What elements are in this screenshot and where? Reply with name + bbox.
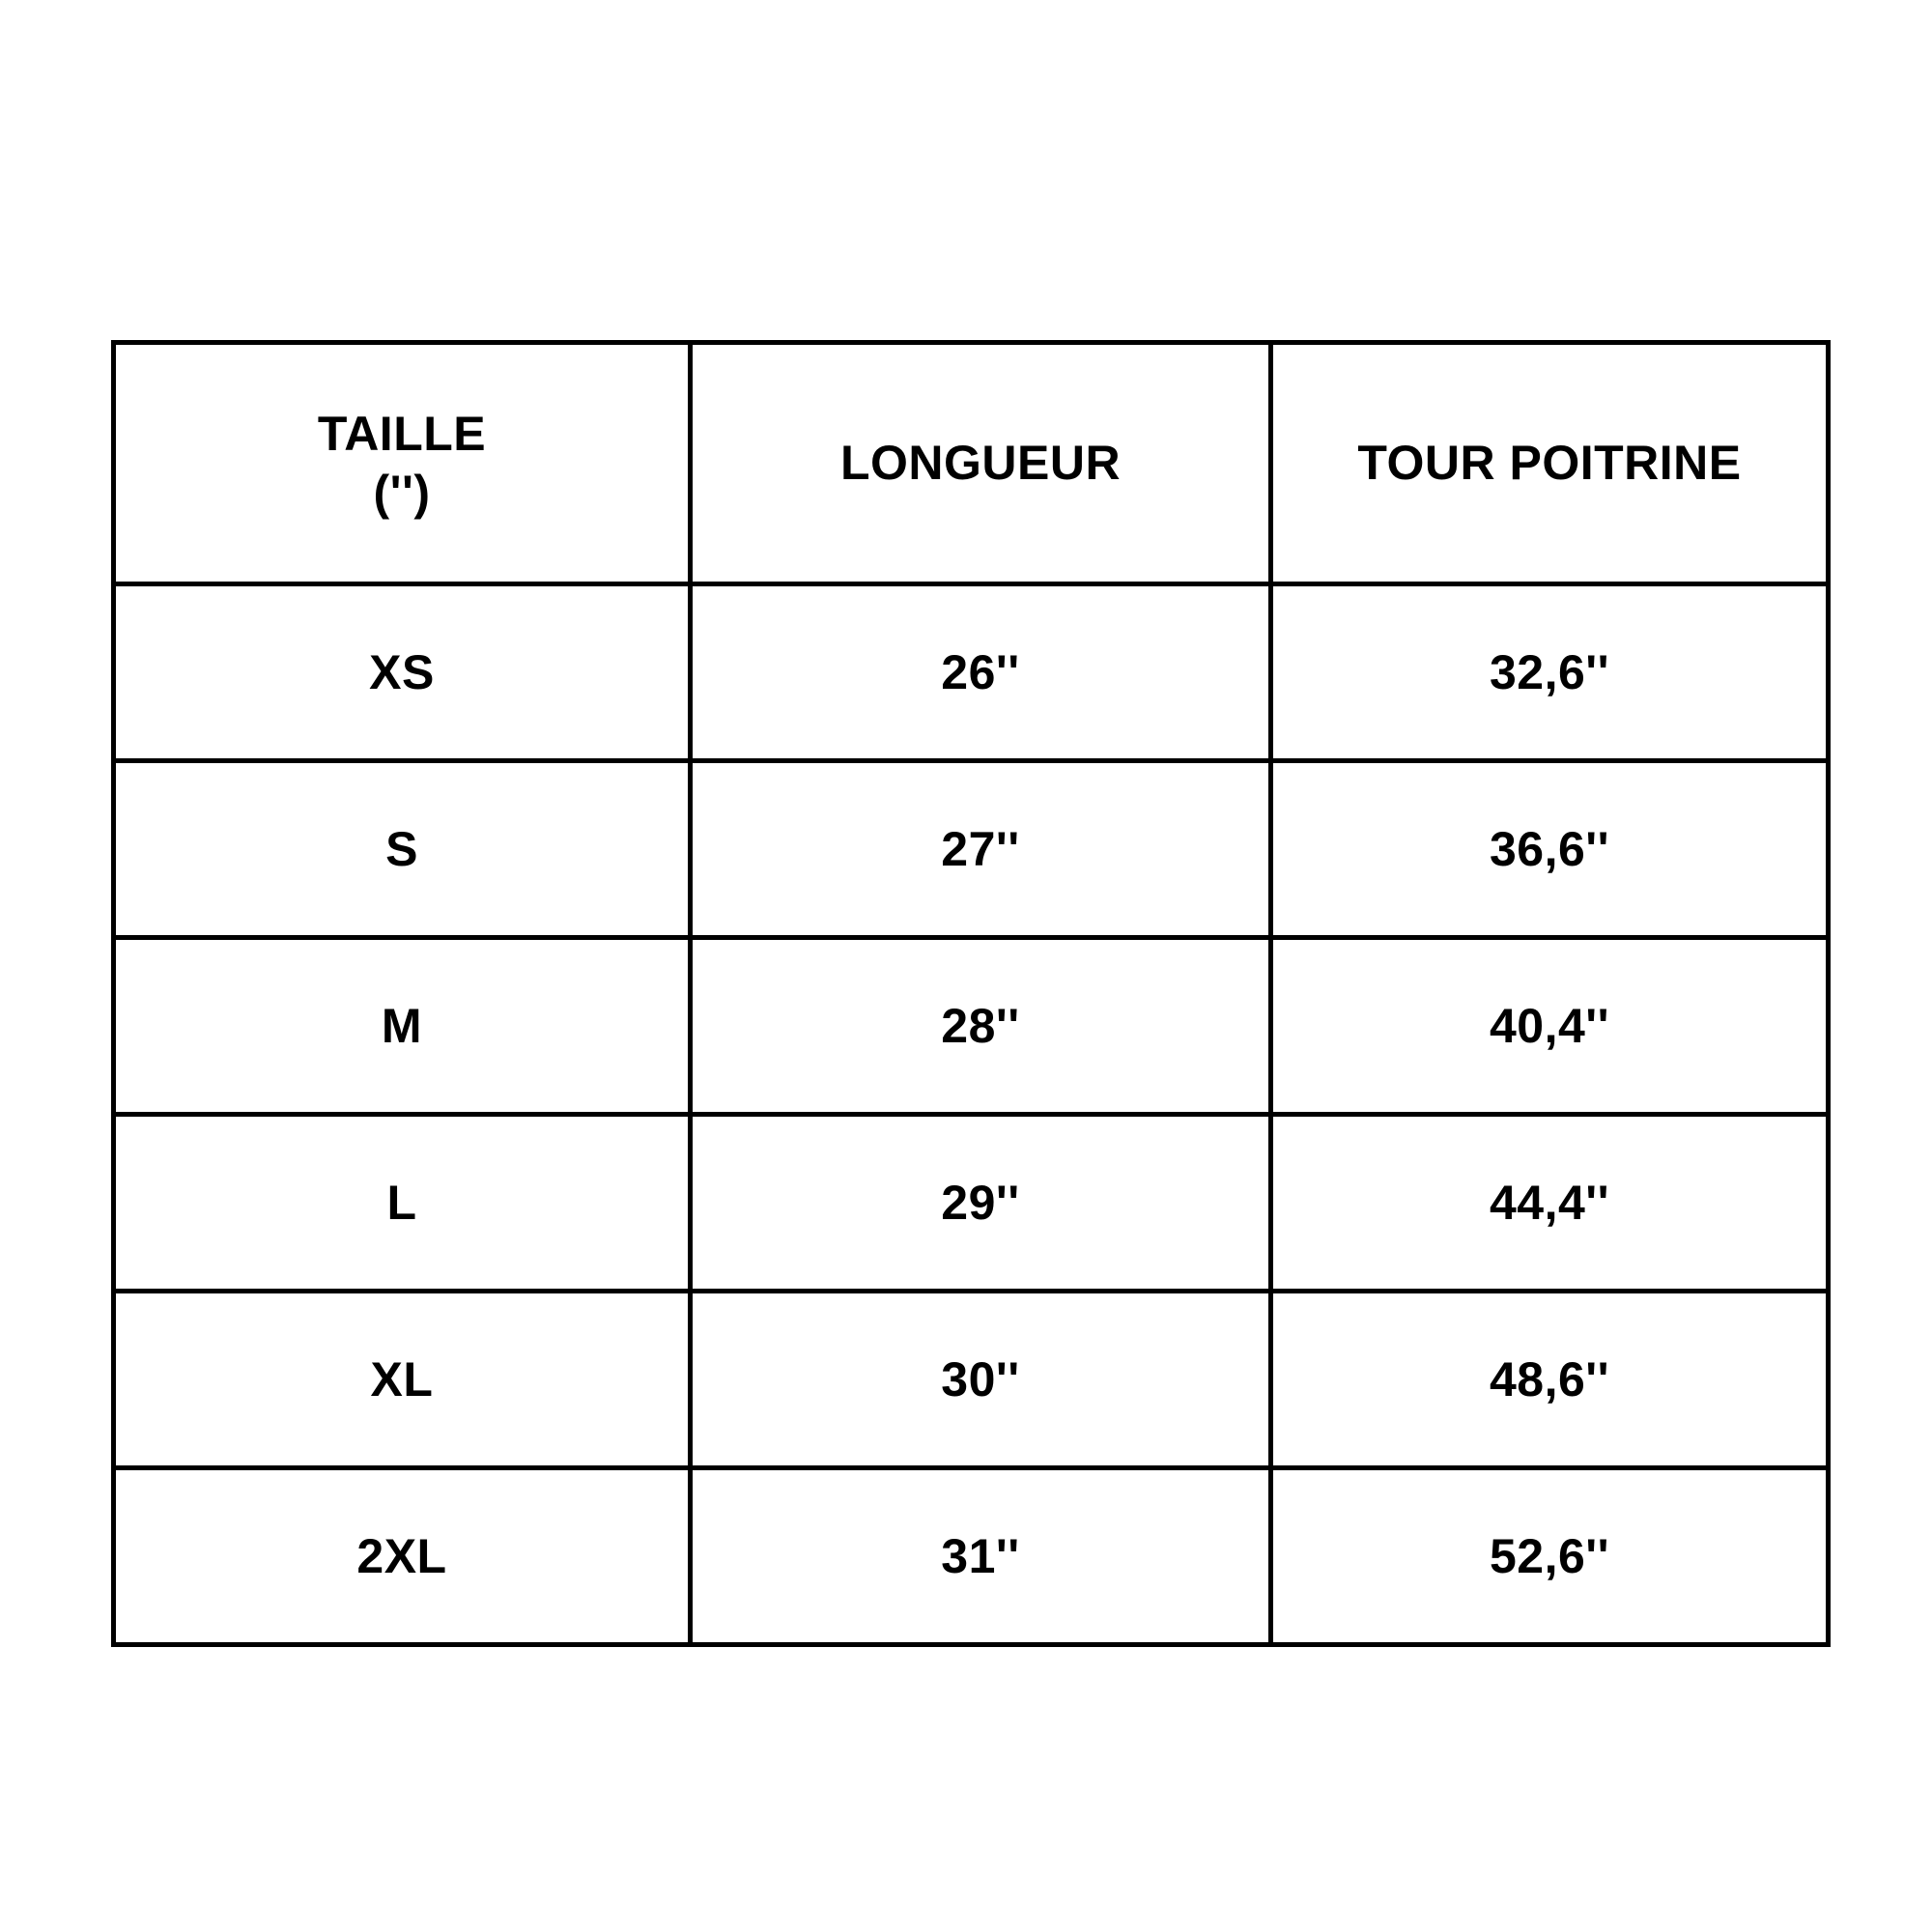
size-chart-table	[111, 340, 1831, 1647]
table-row	[114, 1292, 1829, 1468]
column-header-size-label: TAILLE	[317, 406, 487, 461]
cell-chest: 40,4''	[1271, 938, 1829, 1115]
cell-chest: 36,6''	[1271, 761, 1829, 938]
cell-length: 29''	[691, 1115, 1271, 1292]
cell-size: M	[114, 938, 691, 1115]
table-body	[114, 584, 1829, 1645]
table-row	[114, 1468, 1829, 1645]
cell-chest: 44,4''	[1271, 1115, 1829, 1292]
column-header-chest: TOUR POITRINE	[1271, 343, 1829, 584]
table-header	[114, 343, 1829, 584]
table-row	[114, 761, 1829, 938]
table-row	[114, 1115, 1829, 1292]
cell-chest: 48,6''	[1271, 1292, 1829, 1468]
column-header-length: LONGUEUR	[691, 343, 1271, 584]
column-header-size-unit: ('')	[373, 465, 431, 520]
cell-size: XS	[114, 584, 691, 761]
cell-length: 26''	[691, 584, 1271, 761]
cell-chest: 32,6''	[1271, 584, 1829, 761]
table-row	[114, 938, 1829, 1115]
cell-length: 31''	[691, 1468, 1271, 1645]
cell-length: 27''	[691, 761, 1271, 938]
cell-size: S	[114, 761, 691, 938]
cell-size: L	[114, 1115, 691, 1292]
column-header-size	[114, 343, 691, 584]
cell-chest: 52,6''	[1271, 1468, 1829, 1645]
table-header-row	[114, 343, 1829, 584]
cell-size: 2XL	[114, 1468, 691, 1645]
cell-length: 30''	[691, 1292, 1271, 1468]
cell-length: 28''	[691, 938, 1271, 1115]
cell-size: XL	[114, 1292, 691, 1468]
table-row	[114, 584, 1829, 761]
